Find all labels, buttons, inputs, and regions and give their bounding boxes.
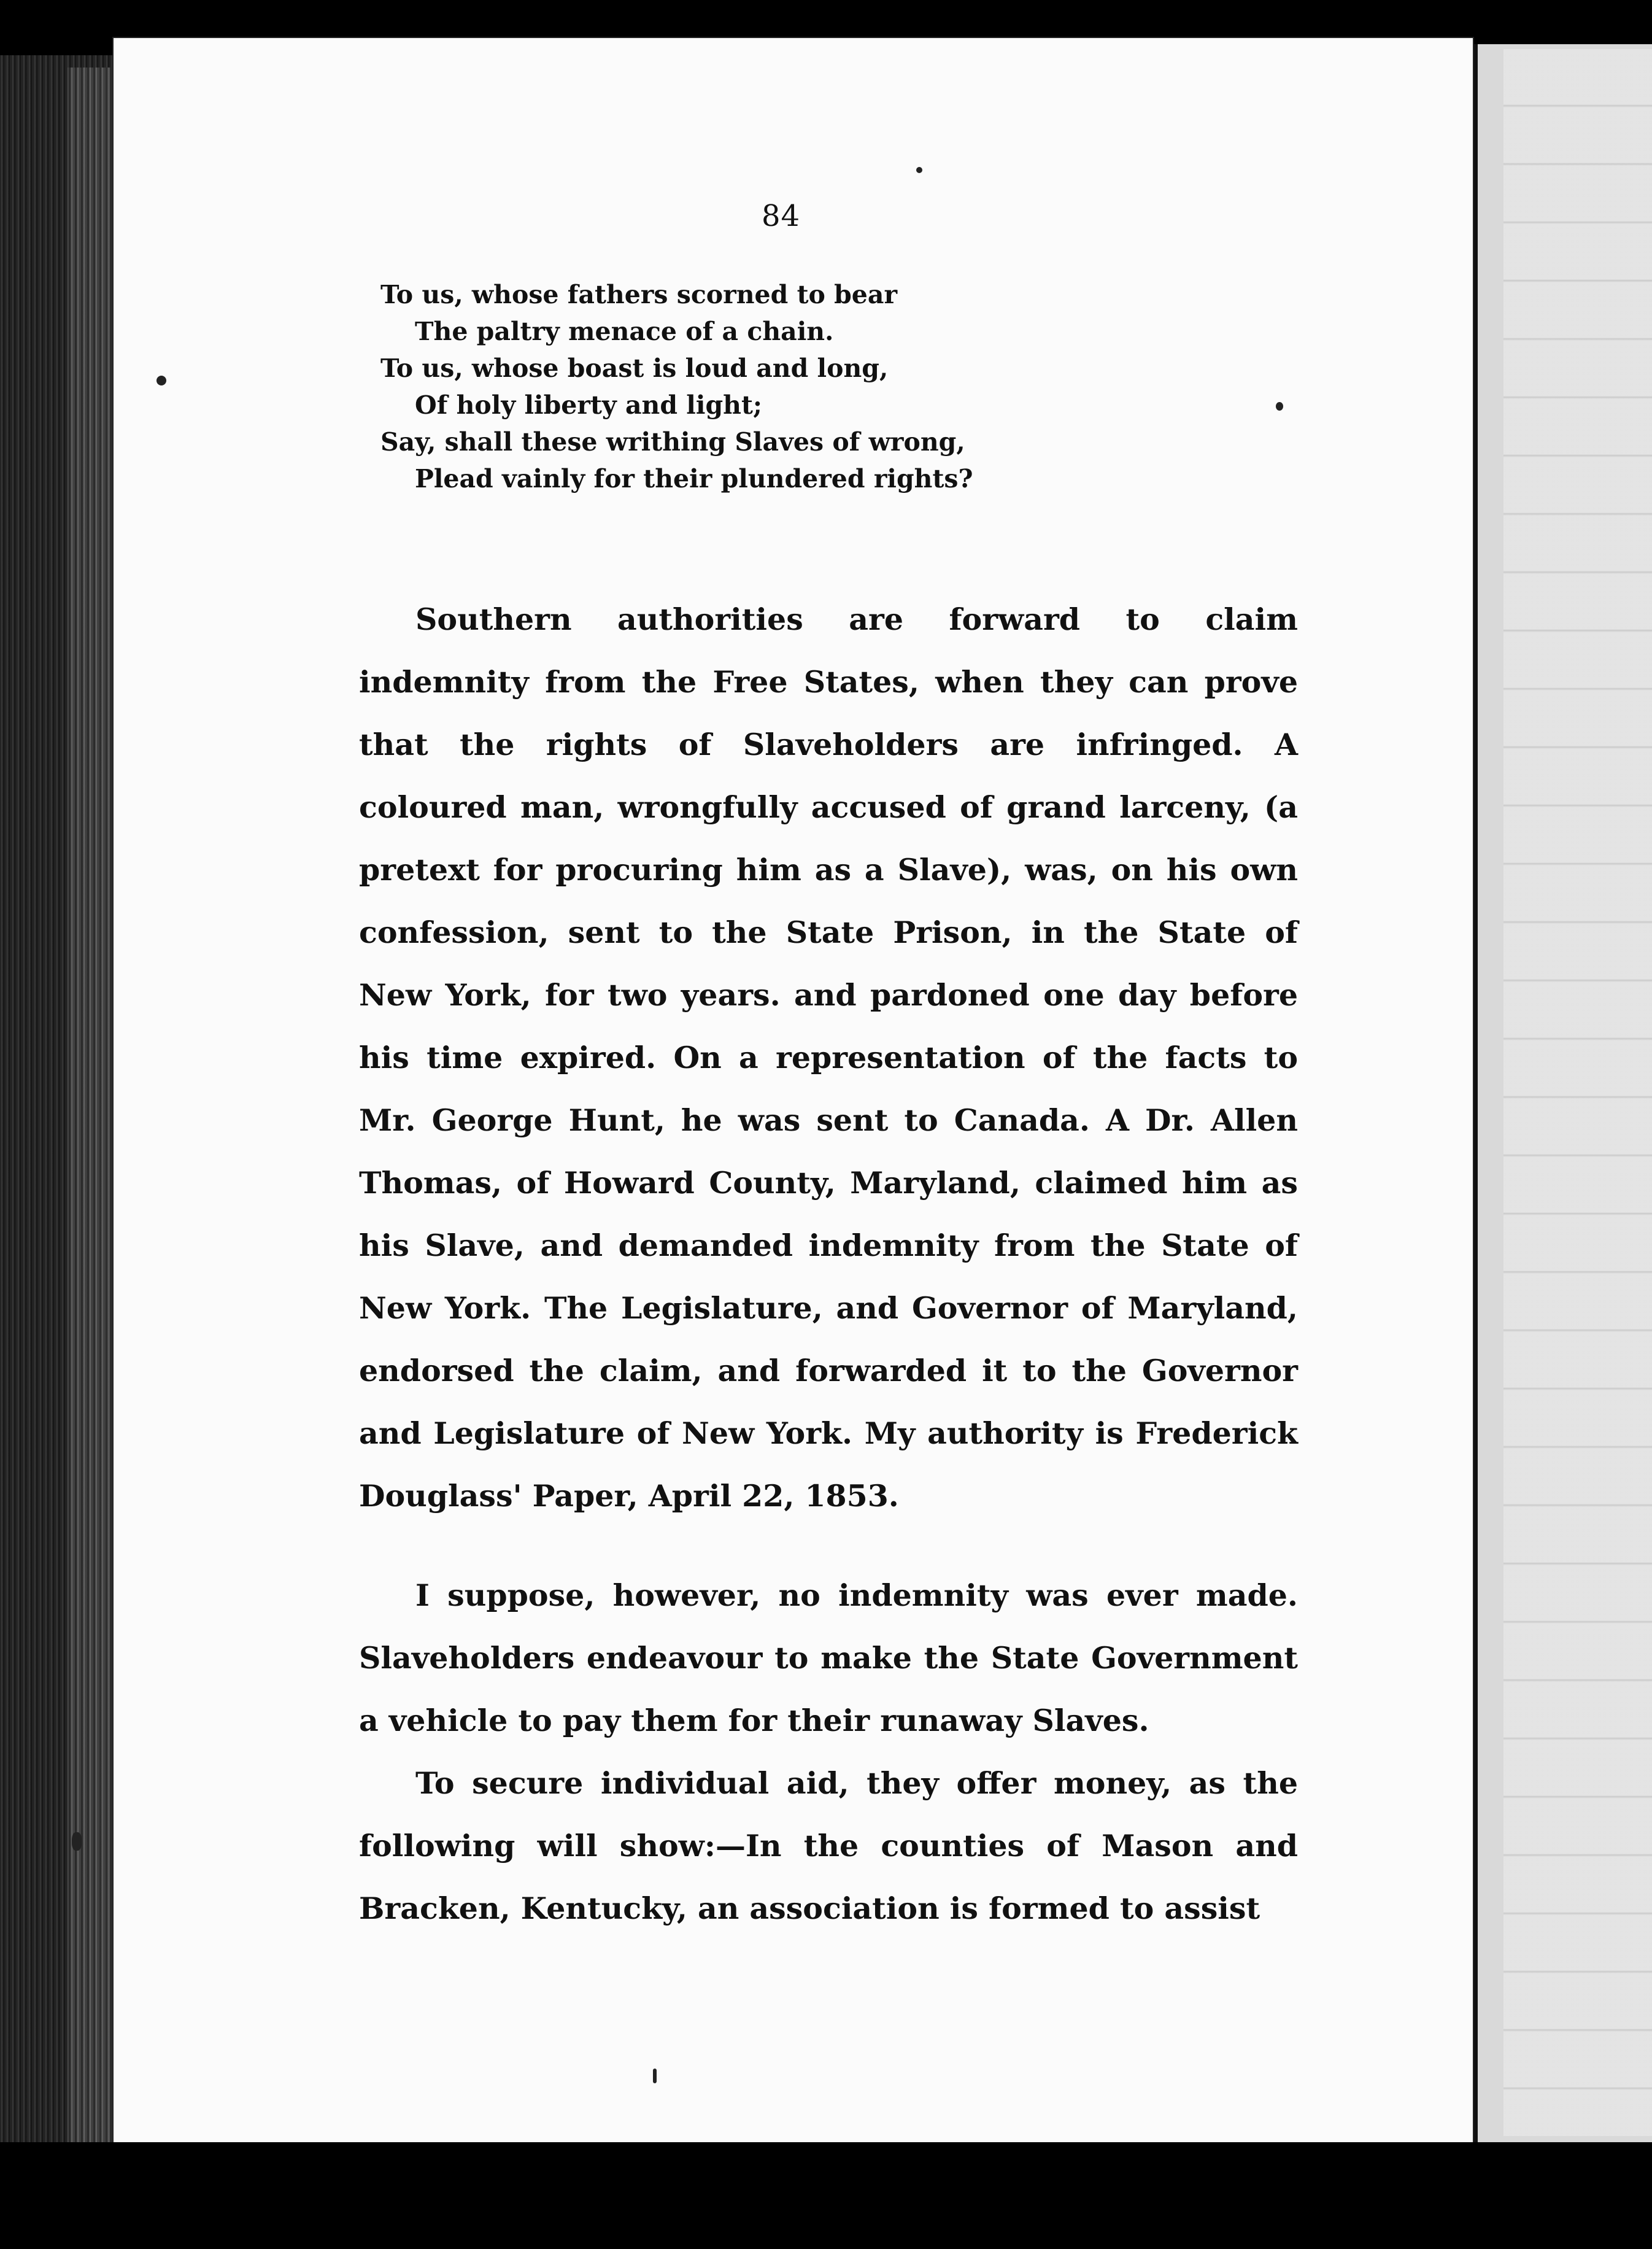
page-number <box>114 199 1473 233</box>
page-edges <box>68 68 110 2142</box>
paragraph: I suppose, however, no indemnity was ever made. Slaveholders endeavour to make the State Government a vehicle to pay them for their runaway Slaves. <box>359 1577 1298 1738</box>
verse-line: Plead vainly for their plundered rights? <box>415 464 973 494</box>
scan-speck <box>72 1832 82 1851</box>
verse-line: Say, shall these writhing Slaves of wrong, <box>380 427 965 457</box>
verse-line: To us, whose boast is loud and long, <box>380 354 889 383</box>
paragraph: Southern authorities are forward to claim indemnity from the Free States, when they can prove that the rights of Slaveholders are infringed. A coloured man, wrongfully accused of grand larceny, (a pretext for procuring him as a Slave), was, on his own confession, sent to the State Prison, in the State of New York, for two years. and pardoned one day before his time expired. On a representation of the facts to Mr. George Hunt, he was sent to Canada. A Dr. Allen Thomas, of Howard County, Maryland, claimed him as his Slave, and demanded indemnity from the State of New York. The Legislature, and Governor of Maryland, endorsed the claim, and forwarded it to the Governor and Legislature of New York. My authority is Frederick Douglass' Paper, April 22, 1853. <box>359 602 1298 1514</box>
scan-speck <box>1276 402 1283 411</box>
scan-speck <box>916 167 922 173</box>
scan-speck <box>156 376 166 385</box>
page-number-text: 84 <box>761 199 801 233</box>
verse-block <box>380 276 1240 497</box>
scan-speck <box>653 2069 657 2083</box>
verse-line: The paltry menace of a chain. <box>415 317 834 346</box>
verse-line: Of holy liberty and light; <box>415 390 763 420</box>
facing-page-lines <box>1503 49 1652 2136</box>
paragraph: To secure individual aid, they offer money, as the following will show:—In the counties of Mason and Bracken, Kentucky, an association is formed to assist <box>359 1765 1298 1926</box>
scan-bottom-border <box>0 2142 1652 2249</box>
verse-line: To us, whose fathers scorned to bear <box>380 280 898 309</box>
